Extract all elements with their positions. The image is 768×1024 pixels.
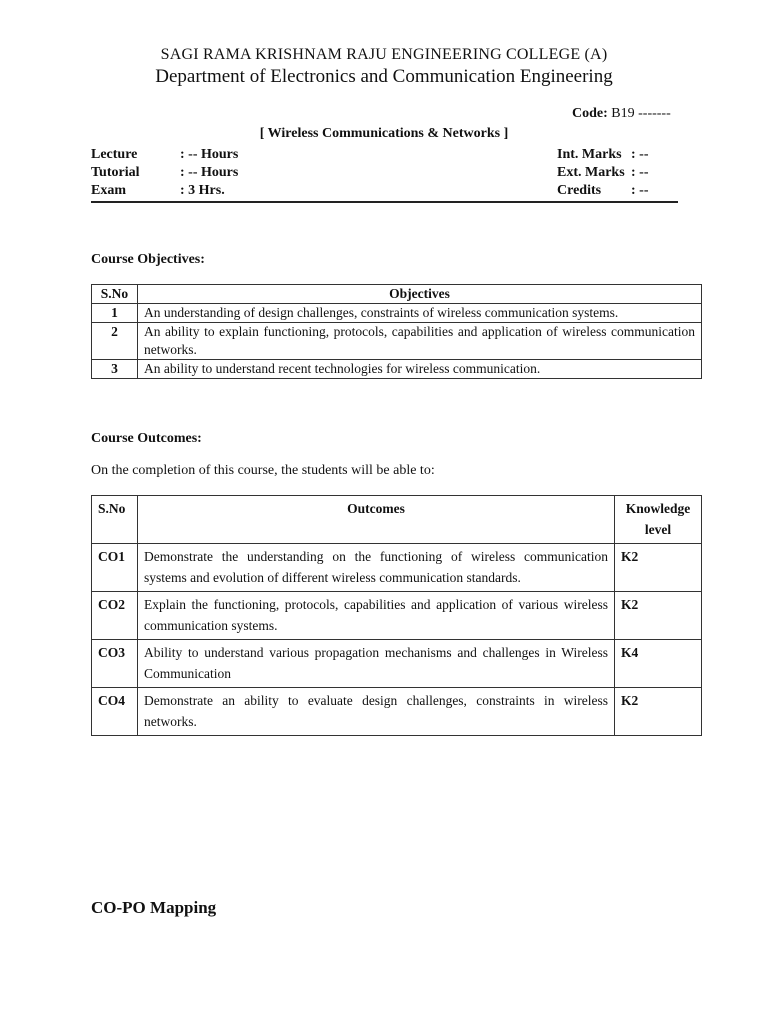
course-code [572,106,671,122]
knowledge-level: K4 [615,640,702,688]
table-row [92,304,702,323]
objective-text: An ability to explain functioning, protocols, capabilities and application of wireless communication networks. [138,323,702,360]
ext-marks-value: : -- [631,165,649,180]
exam-value: : 3 Hrs. [180,183,225,198]
table-row [92,592,702,640]
int-marks-label: Int. Marks [557,147,622,162]
objectives-table [91,284,702,379]
outcome-code: CO1 [92,544,138,592]
objective-number: 1 [92,304,138,323]
column-header: Outcomes [138,496,615,544]
outcome-text: Ability to understand various propagation mechanisms and challenges in Wireless Communication [138,640,615,688]
knowledge-level: K2 [615,544,702,592]
course-code-label: Code: [572,106,608,121]
header-divider [91,201,678,203]
lecture-value: : -- Hours [180,147,239,162]
outcomes-table [91,495,702,736]
column-header: Knowledge level [615,496,702,544]
credits-value: : -- [631,183,649,198]
knowledge-level: K2 [615,592,702,640]
column-header: S.No [92,285,138,304]
college-name: SAGI RAMA KRISHNAM RAJU ENGINEERING COLLEGE (A) [160,46,608,63]
ext-marks-label: Ext. Marks [557,165,625,180]
department-name: Department of Electronics and Communication Engineering [155,66,613,87]
outcome-text: Demonstrate an ability to evaluate design challenges, constraints in wireless networks. [138,688,615,736]
outcome-text: Demonstrate the understanding on the functioning of wireless communication systems and evolution of different wireless communication standards. [138,544,615,592]
objective-text: An ability to understand recent technologies for wireless communication. [138,360,702,379]
outcome-code: CO4 [92,688,138,736]
outcome-text: Explain the functioning, protocols, capabilities and application of various wireless communication systems. [138,592,615,640]
exam-label: Exam [91,183,126,198]
outcomes-title: Course Outcomes: [91,431,202,446]
table-row [92,640,702,688]
int-marks-value: : -- [631,147,649,162]
copo-mapping-title: CO-PO Mapping [91,898,217,917]
credits-label: Credits [557,183,602,198]
table-row [92,360,702,379]
table-row [92,323,702,360]
table-header-row [92,285,702,304]
ext-marks-row [557,165,649,181]
objectives-title: Course Objectives: [91,252,205,267]
course-code-value: B19 ------- [611,106,671,121]
knowledge-level: K2 [615,688,702,736]
outcomes-intro: On the completion of this course, the students will be able to: [91,463,435,478]
tutorial-label: Tutorial [91,165,140,180]
credits-row [557,183,649,199]
lecture-label: Lecture [91,147,138,162]
column-header: S.No [92,496,138,544]
outcome-code: CO3 [92,640,138,688]
objective-number: 3 [92,360,138,379]
course-title: [ Wireless Communications & Networks ] [259,126,509,141]
objective-number: 2 [92,323,138,360]
column-header: Objectives [138,285,702,304]
table-header-row [92,496,702,544]
outcome-code: CO2 [92,592,138,640]
int-marks-row [557,147,649,163]
objective-text: An understanding of design challenges, constraints of wireless communication systems. [138,304,702,323]
tutorial-value: : -- Hours [180,165,239,180]
table-row [92,544,702,592]
table-row [92,688,702,736]
